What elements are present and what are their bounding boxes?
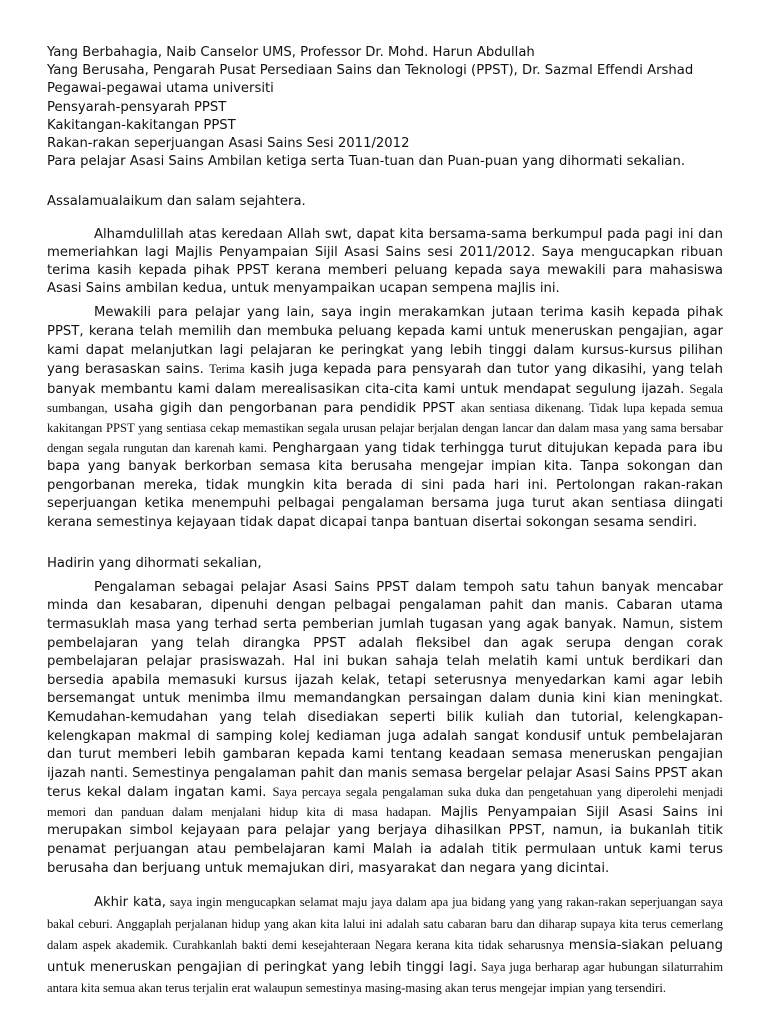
addressee-line: Kakitangan-kakitangan PPST bbox=[47, 117, 236, 133]
paragraph-experience bbox=[47, 579, 723, 879]
paragraph-gratitude-ppst: Alhamdulillah atas keredaan Allah swt, dapat kita bersama-sama berkumpul pada pagi ini dan memeriahkan lagi Majlis Penyampaian Sijil Asasi Sains sesi 2011/2012. Saya mengucapkan ribuan terima kasih kepada pihak PPST kerana memberi peluang kepada saya mewakili para mahasiswa Asasi Sains ambilan kedua, untuk menyampaikan ucapan sempena majlis ini. bbox=[47, 226, 723, 297]
paragraph-closing-part: Saya juga berharap agar hubungan silaturrahim antara kita semua akan terus terjalin erat walaupun semestinya masing-masing akan terus mengejar impian yang tersendiri. bbox=[47, 959, 723, 996]
paragraph-closing-part: saya ingin mengucapkan selamat maju jaya dalam apa jua bidang yang yang rakan-rakan seperjuangan saya bakal ceburi. Anggaplah perjalanan hidup yang akan kita lalui ini adalah satu cabaran baru dan diharap supaya kita terus cemerlang dalam aspek akademik. Curahkanlah bakti demi kesejahteraan Negara kerana kita tidak seharusnya bbox=[47, 895, 723, 953]
paragraph-experience-part: Saya percaya segala pengalaman suka duka dan pengetahuan yang diperolehi menjadi memori dan panduan dalam menjalani hidup kita di masa hadapan. bbox=[47, 785, 723, 819]
speech-document bbox=[47, 44, 723, 1000]
paragraph-thanks-part: usaha gigih dan pengorbanan para pendidik PPST bbox=[107, 401, 461, 417]
salutation: Hadirin yang dihormati sekalian, bbox=[47, 555, 262, 571]
paragraph-thanks-part: Penghargaan yang tidak terhingga turut ditujukan kepada para ibu bapa yang banyak berkorban semasa kita berusaha mengejar impian kita. Tanpa sokongan dan pengorbanan mereka, tidak mungkin kita berada di sini pada hari ini. Pertolongan rakan-rakan seperjuangan ketika menempuhi pelbagai pengalaman bersama juga turut akan sentiasa diingati kerana semestinya kejayaan tidak dapat dicapai tanpa bantuan disertai sokongan sesama sendiri. bbox=[47, 440, 723, 530]
paragraph-thanks-part: Segala sumbangan, bbox=[47, 381, 723, 416]
addressee-line: Pegawai-pegawai utama universiti bbox=[47, 81, 274, 97]
paragraph-closing-part: Akhir kata, bbox=[94, 895, 166, 911]
addressee-line: Yang Berusaha, Pengarah Pusat Persediaan Sains dan Teknologi (PPST), Dr. Sazmal Effendi Arshad bbox=[47, 63, 694, 79]
addressee-line: Rakan-rakan seperjuangan Asasi Sains Sesi 2011/2012 bbox=[47, 136, 410, 152]
paragraph-closing bbox=[47, 892, 723, 1000]
paragraph-thanks bbox=[47, 304, 723, 532]
addressee-list bbox=[47, 44, 723, 171]
paragraph-experience-part: Majlis Penyampaian Sijil Asasi Sains ini merupakan simbol kejayaan para pelajar yang berjaya dihasilkan PPST, namun, ia bukanlah titik penamat perjuangan atau pembelajaran kami Malah ia adalah titik permulaan untuk kami terus berusaha dan berjuang untuk memajukan diri, masyarakat dan negara yang dicintai. bbox=[47, 804, 723, 876]
addressee-line: Yang Berbahagia, Naib Canselor UMS, Professor Dr. Mohd. Harun Abdullah bbox=[47, 45, 535, 60]
addressee-line: Para pelajar Asasi Sains Ambilan ketiga serta Tuan-tuan dan Puan-puan yang dihormati sekalian. bbox=[47, 154, 686, 170]
greeting: Assalamualaikum dan salam sejahtera. bbox=[47, 194, 306, 210]
paragraph-closing-part: mensia-siakan peluang untuk meneruskan pengajian di peringkat yang lebih tinggi lagi. bbox=[47, 938, 723, 975]
paragraph-thanks-part: akan sentiasa dikenang. Tidak lupa kepada semua kakitangan PPST yang sentiasa cekap memastikan segala urusan pelajar berjalan dengan lancar dan dalam masa yang sama bersabar dengan segala rungutan dan karenah kami. bbox=[47, 401, 723, 455]
paragraph-experience-part: Pengalaman sebagai pelajar Asasi Sains PPST dalam tempoh satu tahun banyak mencabar minda dan kesabaran, dipenuhi dengan pelbagai pengalaman pahit dan manis. Cabaran utama termasuklah masa yang terhad serta pemberian jumlah tugasan yang agak banyak. Namun, sistem pembelajaran yang telah dirangka PPST adalah fleksibel dan agak serupa dengan corak pembelajaran pelajar prasiswazah. Hal ini bukan sahaja telah melatih kami untuk berdikari dan bersedia apabila memasuki kursus ijazah kelak, tetapi seterusnya menyedarkan kami agar lebih bersemangat untuk menimba ilmu memandangkan persaingan dalam dunia kini kian meningkat. Kemudahan-kemudahan yang telah disediakan seperti bilik kuliah dan tutorial, kelengkapan-kelengkapan makmal di samping kolej kediaman juga adalah sangat kondusif untuk pembelajaran dan turut memberi lebih gambaran kepada kami tentang keadaan semasa meneruskan pengajian ijazah nanti. Semestinya pengalaman pahit dan manis semasa bergelar pelajar Asasi Sains PPST akan terus kekal dalam ingatan kami. bbox=[47, 579, 723, 801]
addressee-line: Pensyarah-pensyarah PPST bbox=[47, 99, 227, 115]
paragraph-thanks-part: Terima bbox=[209, 362, 245, 377]
paragraph-thanks-part: Mewakili para pelajar yang lain, saya ingin merakamkan jutaan terima kasih kepada pihak PPST, kerana telah memilih dan membuka peluang kepada kami untuk meneruskan pengajian, agar kami dapat melanjutkan lagi pelajaran ke peringkat yang lebih tinggi dalam kursus-kursus pilihan yang berasaskan sains. bbox=[47, 305, 723, 378]
paragraph-thanks-part: kasih juga kepada para pensyarah dan tutor yang dikasihi, yang telah banyak membantu kami dalam merealisasikan cita-cita kami untuk mendapat segulung ijazah. bbox=[47, 362, 723, 397]
